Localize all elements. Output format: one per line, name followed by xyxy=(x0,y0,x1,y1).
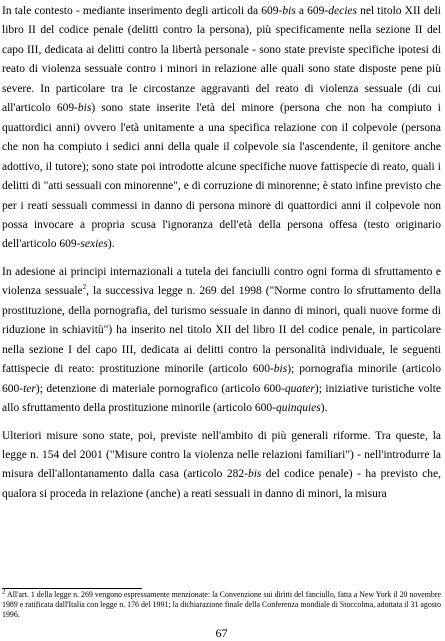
footnote-2 xyxy=(2,587,441,620)
text-run: ). xyxy=(107,238,115,251)
text-run: In tale contesto - mediante inserimento degli articoli da 609- xyxy=(2,5,283,17)
italic-text: quinquies xyxy=(276,402,321,415)
text-run: ); iniziative turistiche volte allo sfruttamento della prostituzione minorile (articolo 600- xyxy=(2,382,441,415)
italic-text: bis xyxy=(273,363,288,376)
text-run: In adesione ai principi internazionali a tutela dei fanciulli contro ogni forma di sfruttamento e violenza sessuale xyxy=(2,265,441,298)
document-page xyxy=(2,2,441,639)
footnote-ref: 2 xyxy=(2,587,6,596)
footnote-ref: 2 xyxy=(82,283,87,292)
text-run: ) sono state inserite l'età del minore (persona che non ha compiuto i quattordici anni) ovvero l'età unitamente a una specifica relazione con il colpevole (persona che non ha compiuto i sedici anni della quale il colpevole sia l'ascendente, il genitore anche adottivo, il tutore); sono state poi introdotte alcune specifiche nuove fattispecie di reato, quali i delitti di "atti sessuali con minorenne", e di corruzione di minorenne; è stato infine previsto che per i reati sessuali commessi in danno di persona minore di quattordici anni il colpevole non possa invocare a propria scusa l'ignoranza dell'età della persona offesa (testo originario dell'articolo 609- xyxy=(2,102,441,251)
text-run: ); pornografia minorile (articolo 600- xyxy=(2,363,441,395)
paragraph-1 xyxy=(2,2,441,255)
text-run: Ulteriori misure sono state, poi, previste nell'ambito di più generali riforme. Tra queste, la legge n. 154 del 2001 ("Misure contro la violenza nelle relazioni familiari") - nell'introdurre la misura dell'allontanamento dalla casa (articolo 282- xyxy=(2,429,441,481)
italic-text: sexies xyxy=(80,238,108,251)
italic-text: bis xyxy=(247,468,262,481)
italic-text: bis xyxy=(77,102,92,115)
italic-text: ter xyxy=(23,382,36,395)
italic-text: quater xyxy=(284,382,315,395)
text-run: nel titolo XII deli libro II del codice penale (delitti contro la persona), più specificamente nella sezione II del capo III, dedicata ai delitti contro la libertà personale - sono state previste specifiche ipotesi di reato di violenza sessuale contro i minori in relazione alle quali sono state disposte pene più severe. In particolare tra le circostanze aggravanti del reato di violenza sessuale (di cui all'articolo 609- xyxy=(2,5,441,115)
text-run: , la successiva legge n. 269 del 1998 ("Norme contro lo sfruttamento della prostituzione, della pornografia, del turismo sessuale in danno di minori, quali nuove forme di riduzione in schiavitù") ha inserito nel titolo XII del libro II del codice penale, in particolare nella sezione I del capo III, dedicata ai delitti contro la personalità individuale, le seguenti fattispecie di reato: prostituzione minorile (articolo 600- xyxy=(2,285,442,376)
text-run: a 609- xyxy=(295,5,329,17)
page-number: 67 xyxy=(215,626,228,640)
body-text xyxy=(2,2,441,504)
footnote-separator xyxy=(2,588,142,589)
paragraph-2 xyxy=(2,263,441,419)
text-run: ). xyxy=(320,402,328,415)
italic-text: bis xyxy=(282,5,296,17)
paragraph-3 xyxy=(2,427,441,505)
text-run: All'art. 1 della legge n. 269 vengono espressamente menzionate: la Convenzione sui diritti del fanciullo, fatta a New York il 20 novembre 1989 e ratificata dall'Italia con legge n. 176 del 1991; la dichiarazione finale della Conferenza mondiale di Stoccolma, adottata il 31 agosto 1996. xyxy=(2,590,441,620)
text-run: del codice penale) - ha previsto che, qualora si proceda in relazione (anche) a reati sessuali in danno di minori, la misura xyxy=(2,468,441,500)
italic-text: decies xyxy=(328,5,357,17)
text-run: ); detenzione di materiale pornografico (articolo 600- xyxy=(35,382,285,395)
